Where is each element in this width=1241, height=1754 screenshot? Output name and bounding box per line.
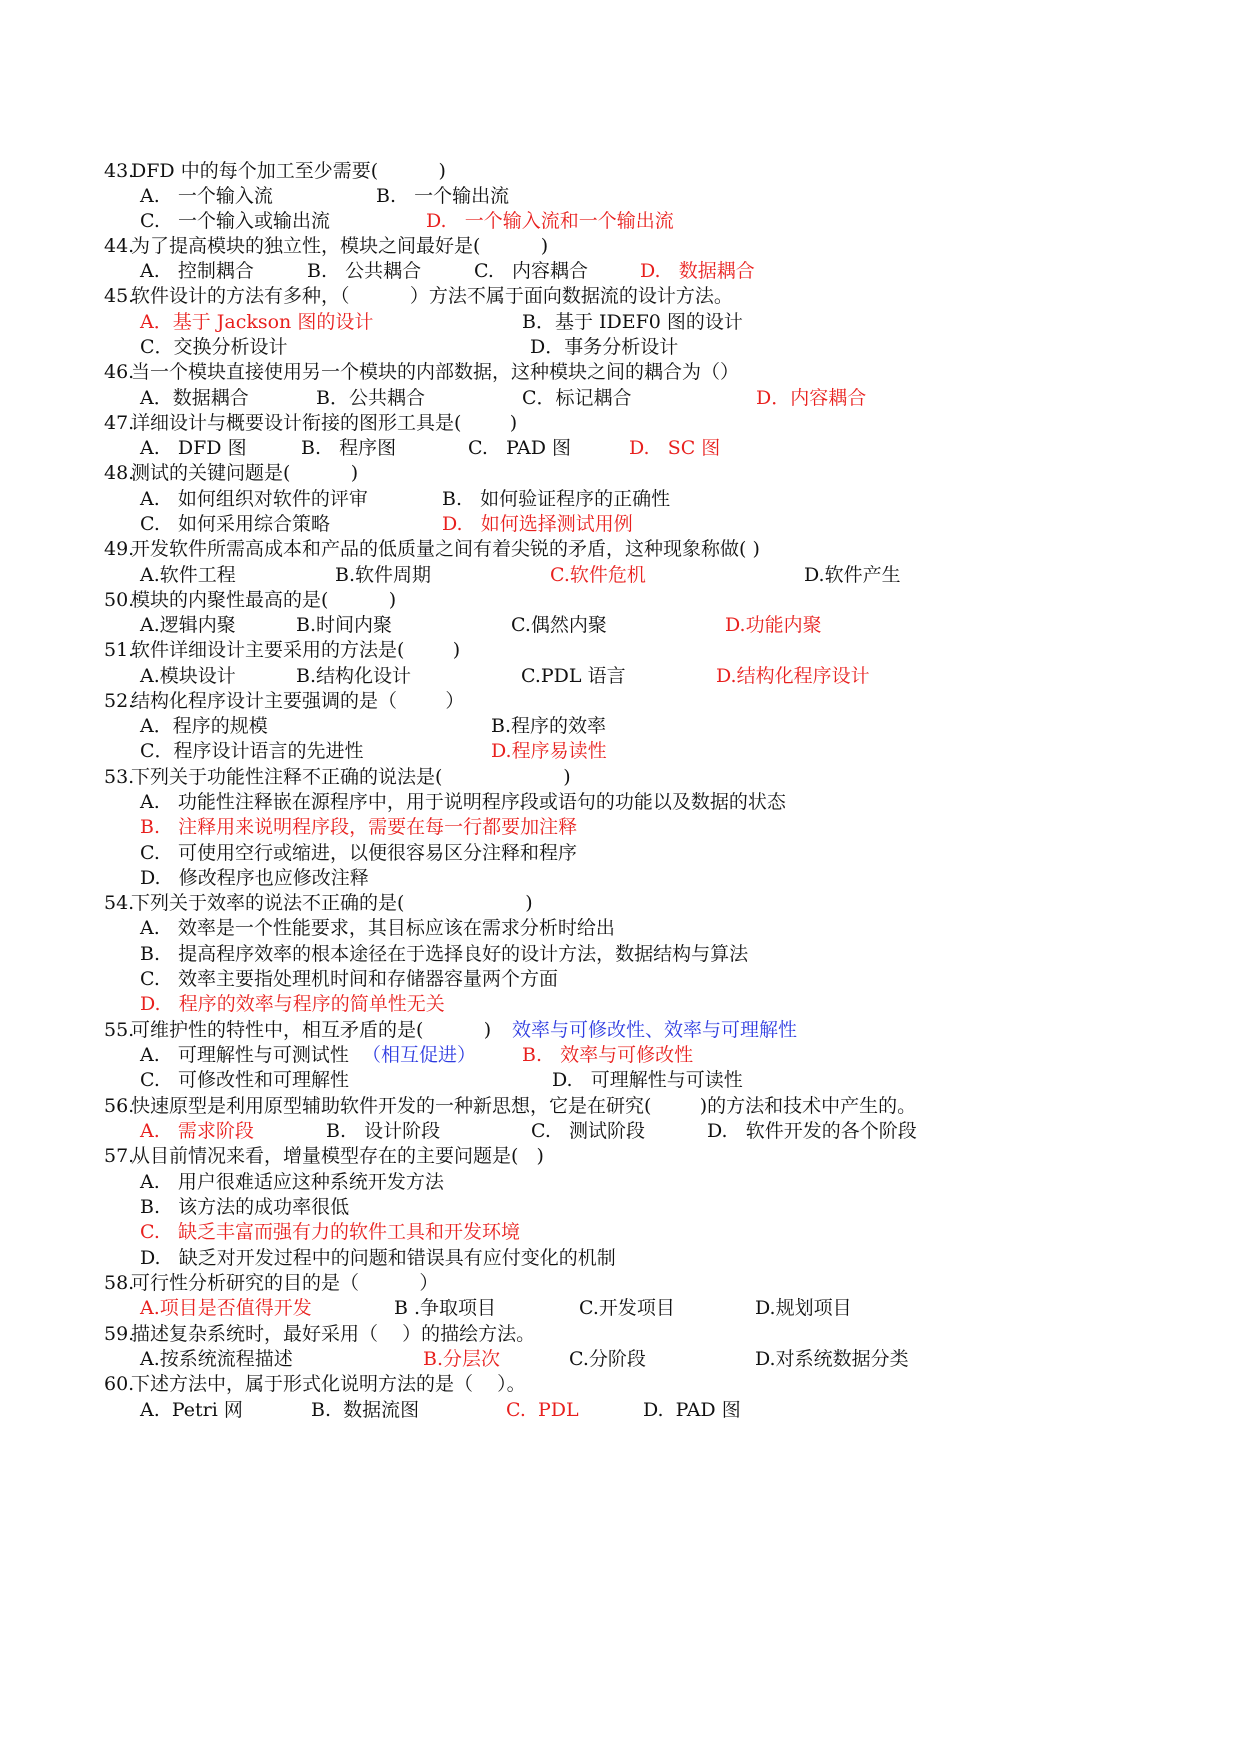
option-b: B.结构化设计 (296, 665, 412, 687)
option-c: C．标记耦合 (522, 387, 632, 409)
option-b: B. 一个输出流 (376, 185, 510, 207)
option-c: C. 一个输入或输出流 (140, 210, 331, 232)
question-stem: DFD 中的每个加工至少需要( ) (131, 160, 446, 182)
option-b-answer: B. 注释用来说明程序段，需要在每一行都要加注释 (140, 816, 578, 838)
option-b: B. 公共耦合 (307, 260, 422, 282)
question-stem: 下列关于效率的说法不正确的是( ) (131, 892, 533, 914)
question-number: 53. (104, 766, 135, 788)
question-stem: 可维护性的特性中，相互矛盾的是( ) (131, 1019, 492, 1041)
question-number: 58. (104, 1272, 135, 1294)
option-c: C. 测试阶段 (531, 1120, 646, 1142)
option-b: B .争取项目 (394, 1297, 497, 1319)
option-c: C.开发项目 (579, 1297, 675, 1319)
question-51 (0, 636, 1241, 664)
option-c: C．程序设计语言的先进性 (140, 740, 364, 762)
question-stem: 详细设计与概要设计衔接的图形工具是( ) (131, 412, 518, 434)
option-a: A．程序的规模 (140, 715, 268, 737)
option-c: C. PAD 图 (468, 437, 572, 459)
question-55 (0, 1016, 1241, 1044)
option-c: C.PDL 语言 (521, 665, 626, 687)
option-c: C.分阶段 (569, 1348, 646, 1370)
option-a-answer: A．基于 Jackson 图的设计 (140, 311, 374, 333)
option-a: A．数据耦合 (140, 387, 249, 409)
question-number: 47. (104, 412, 135, 434)
question-stem: 开发软件所需高成本和产品的低质量之间有着尖锐的矛盾，这种现象称做( ) (131, 538, 760, 560)
option-a: A.按系统流程描述 (140, 1348, 293, 1370)
question-54 (0, 889, 1241, 917)
option-a-answer: A. 需求阶段 (140, 1120, 254, 1142)
option-c-answer: C.软件危机 (550, 564, 646, 586)
question-52 (0, 687, 1241, 715)
option-c: C. 如何采用综合策略 (140, 513, 331, 535)
option-d-answer: D. 一个输入流和一个输出流 (426, 210, 674, 232)
option-c: C．交换分析设计 (140, 336, 288, 358)
option-b: B. 设计阶段 (326, 1120, 441, 1142)
option-b: B.软件周期 (335, 564, 432, 586)
question-stem: 可行性分析研究的目的是（ ） (131, 1272, 439, 1294)
option-c-answer: C. PDL (506, 1399, 579, 1421)
question-number: 54. (104, 892, 135, 914)
question-stem: 描述复杂系统时，最好采用（ ）的描绘方法。 (131, 1323, 536, 1345)
question-number: 45. (104, 285, 135, 307)
option-d-answer: D.程序易读性 (491, 740, 607, 762)
option-c: C. 可修改性和可理解性 (140, 1069, 350, 1091)
option-a: A. 用户很难适应这种系统开发方法 (140, 1171, 444, 1193)
option-c: C.偶然内聚 (511, 614, 607, 636)
option-a: A. 功能性注释嵌在源程序中，用于说明程序段或语句的功能以及数据的状态 (140, 791, 786, 813)
question-stem: 测试的关键问题是( ) (131, 462, 359, 484)
option-c: C. 效率主要指处理机时间和存储器容量两个方面 (140, 968, 559, 990)
question-number: 44. (104, 235, 135, 257)
option-d: D. 可理解性与可读性 (552, 1069, 743, 1091)
question-56 (0, 1092, 1241, 1120)
option-a: A.模块设计 (140, 665, 236, 687)
question-number: 48. (104, 462, 135, 484)
question-number: 52. (104, 690, 135, 712)
question-number: 60. (104, 1373, 135, 1395)
option-b: B. 程序图 (301, 437, 397, 459)
option-b: B. 如何验证程序的正确性 (442, 488, 671, 510)
question-number: 57. (104, 1145, 135, 1167)
option-b: B. 该方法的成功率很低 (140, 1196, 350, 1218)
question-stem: 软件详细设计主要采用的方法是( ) (131, 639, 461, 661)
option-a: A. 效率是一个性能要求，其目标应该在需求分析时给出 (140, 917, 615, 939)
question-46 (0, 358, 1241, 386)
option-a: A. DFD 图 (140, 437, 247, 459)
option-a: A. 一个输入流 (140, 185, 273, 207)
answer-note: 效率与可修改性、效率与可理解性 (512, 1019, 798, 1041)
option-b: B. 提高程序效率的根本途径在于选择良好的设计方法，数据结构与算法 (140, 943, 749, 965)
question-stem: 为了提高模块的独立性，模块之间最好是( ) (131, 235, 549, 257)
option-d: D.软件产生 (804, 564, 901, 586)
option-c: C. 内容耦合 (474, 260, 589, 282)
option-d: D.规划项目 (755, 1297, 852, 1319)
option-a: A. 控制耦合 (140, 260, 254, 282)
option-d: D. 修改程序也应修改注释 (140, 867, 369, 889)
question-stem: 下述方法中，属于形式化说明方法的是（ ）。 (131, 1373, 526, 1395)
option-d-answer: D.结构化程序设计 (716, 665, 870, 687)
question-43 (0, 157, 1241, 185)
option-c-answer: C. 缺乏丰富而强有力的软件工具和开发环境 (140, 1221, 521, 1243)
question-53 (0, 763, 1241, 791)
question-stem: 结构化程序设计主要强调的是（ ） (131, 690, 465, 712)
question-45 (0, 282, 1241, 310)
option-d-answer: D．内容耦合 (756, 387, 867, 409)
option-b: B.程序的效率 (491, 715, 607, 737)
option-c: C. 可使用空行或缩进，以便很容易区分注释和程序 (140, 842, 578, 864)
question-number: 56. (104, 1095, 135, 1117)
option-a: A. 可理解性与可测试性 (140, 1044, 349, 1066)
option-d: D. 软件开发的各个阶段 (707, 1120, 917, 1142)
option-a: A.逻辑内聚 (140, 614, 236, 636)
question-44 (0, 232, 1241, 260)
option-a: A. 如何组织对软件的评审 (140, 488, 368, 510)
question-number: 51. (104, 639, 135, 661)
option-d-answer: D.功能内聚 (725, 614, 822, 636)
option-d-answer: D. 数据耦合 (640, 260, 755, 282)
question-49 (0, 535, 1241, 563)
option-d-answer: D. 如何选择测试用例 (442, 513, 633, 535)
question-number: 43. (104, 160, 135, 182)
option-b-answer: B.分层次 (423, 1348, 501, 1370)
option-a-note: （相互促进） (362, 1044, 477, 1066)
question-number: 46. (104, 361, 135, 383)
question-stem: 下列关于功能性注释不正确的说法是( ) (131, 766, 571, 788)
option-d-answer: D. 程序的效率与程序的简单性无关 (140, 993, 445, 1015)
question-stem: 当一个模块直接使用另一个模块的内部数据，这种模块之间的耦合为（） (131, 361, 740, 383)
option-b: B.时间内聚 (296, 614, 393, 636)
question-59 (0, 1320, 1241, 1348)
option-a-answer: A.项目是否值得开发 (140, 1297, 312, 1319)
question-47 (0, 409, 1241, 437)
question-60 (0, 1370, 1241, 1398)
option-b: B. 数据流图 (311, 1399, 420, 1421)
question-stem: 快速原型是利用原型辅助软件开发的一种新思想，它是在研究( )的方法和技术中产生的。 (131, 1095, 917, 1117)
question-57 (0, 1142, 1241, 1170)
option-d: D. PAD 图 (643, 1399, 741, 1421)
question-48 (0, 459, 1241, 487)
question-number: 49. (104, 538, 135, 560)
option-d-answer: D. SC 图 (629, 437, 721, 459)
option-a: A.软件工程 (140, 564, 236, 586)
question-stem: 模块的内聚性最高的是( ) (131, 589, 397, 611)
question-number: 50. (104, 589, 135, 611)
option-d: D.对系统数据分类 (755, 1348, 909, 1370)
question-58 (0, 1269, 1241, 1297)
question-number: 55. (104, 1019, 135, 1041)
option-b-answer: B. 效率与可修改性 (522, 1044, 694, 1066)
question-number: 59. (104, 1323, 135, 1345)
question-stem: 从目前情况来看，增量模型存在的主要问题是( ) (131, 1145, 544, 1167)
option-d: D. 缺乏对开发过程中的问题和错误具有应付变化的机制 (140, 1247, 616, 1269)
question-stem: 软件设计的方法有多种，（ ）方法不属于面向数据流的设计方法。 (131, 285, 733, 307)
option-b: B．公共耦合 (316, 387, 425, 409)
option-a: A. Petri 网 (140, 1399, 243, 1421)
question-50 (0, 586, 1241, 614)
option-d: D．事务分析设计 (530, 336, 679, 358)
option-b: B．基于 IDEF0 图的设计 (522, 311, 743, 333)
